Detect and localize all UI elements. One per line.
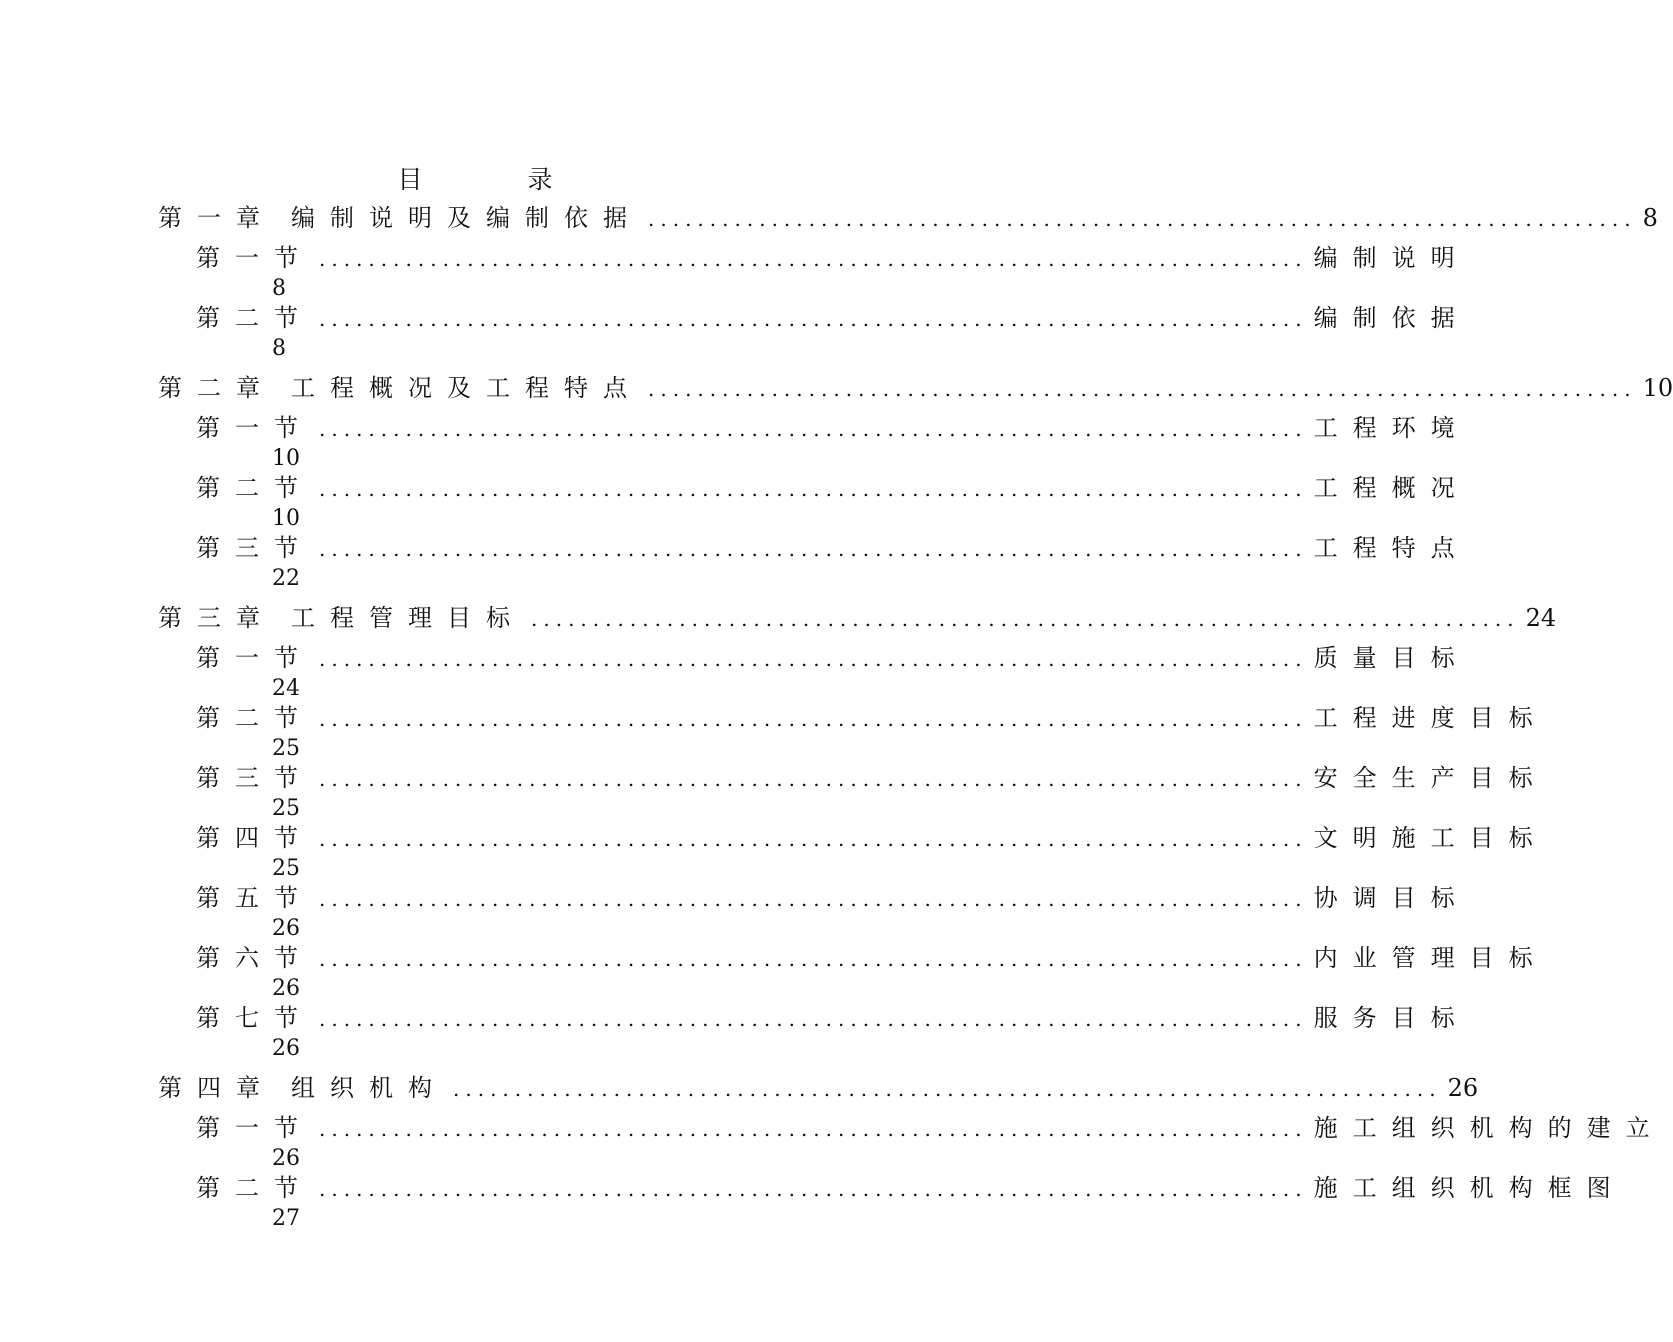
entry-number: 第二章 <box>158 374 275 402</box>
entry-page-number: 25 <box>272 796 300 821</box>
dot-leader: ................................................................................ <box>319 417 1308 441</box>
toc-section-entry[interactable] <box>196 703 1548 733</box>
toc-chapter-entry[interactable] <box>158 203 1658 233</box>
toc-chapter-entry[interactable] <box>158 373 1673 403</box>
entry-page-number: 24 <box>272 676 300 701</box>
entry-page-number: 26 <box>1447 1074 1479 1102</box>
entry-number: 第五节 <box>196 884 313 912</box>
entry-title: 施工组织机构框图 <box>1313 1174 1626 1202</box>
entry-number: 第四章 <box>158 1074 275 1102</box>
entry-page-number: 26 <box>272 916 300 941</box>
entry-number: 第三节 <box>196 534 313 562</box>
toc-section-entry[interactable] <box>196 943 1548 973</box>
dot-leader: ................................................................................ <box>319 887 1308 911</box>
dot-leader: ................................................................................ <box>648 207 1637 231</box>
entry-title: 施工组织机构的建立 <box>1313 1114 1665 1142</box>
dot-leader: ................................................................................ <box>319 647 1308 671</box>
entry-page-number: 25 <box>272 856 300 881</box>
entry-page-number: 10 <box>272 506 300 531</box>
entry-number: 第三节 <box>196 764 313 792</box>
entry-page-number: 22 <box>272 566 300 591</box>
dot-leader: ................................................................................ <box>319 307 1308 331</box>
dot-leader: ................................................................................ <box>319 707 1308 731</box>
entry-title: 文明施工目标 <box>1313 824 1548 852</box>
dot-leader: ................................................................................ <box>319 1007 1308 1031</box>
entry-title: 工程概况及工程特点 <box>291 374 642 402</box>
dot-leader: ................................................................................ <box>319 947 1308 971</box>
entry-number: 第一节 <box>196 244 313 272</box>
toc-chapter-entry[interactable] <box>158 603 1557 633</box>
entry-number: 第四节 <box>196 824 313 852</box>
toc-section-entry[interactable] <box>196 533 1470 563</box>
toc-section-entry[interactable] <box>196 243 1470 273</box>
entry-title: 工程进度目标 <box>1313 704 1548 732</box>
dot-leader: ................................................................................ <box>319 767 1308 791</box>
dot-leader: ................................................................................ <box>319 477 1308 501</box>
entry-page-number: 26 <box>272 1146 300 1171</box>
entry-number: 第一节 <box>196 414 313 442</box>
entry-page-number: 8 <box>1642 204 1658 232</box>
entry-page-number: 26 <box>272 1036 300 1061</box>
dot-leader: ................................................................................ <box>531 607 1520 631</box>
entry-number: 第一节 <box>196 1114 313 1142</box>
toc-section-entry[interactable] <box>196 643 1470 673</box>
entry-title: 编制说明及编制依据 <box>291 204 642 232</box>
entry-page-number: 24 <box>1525 604 1557 632</box>
toc-section-entry[interactable] <box>196 1003 1470 1033</box>
dot-leader: ................................................................................ <box>319 537 1308 561</box>
entry-number: 第七节 <box>196 1004 313 1032</box>
entry-number: 第一章 <box>158 204 275 232</box>
entry-number: 第二节 <box>196 304 313 332</box>
entry-page-number: 8 <box>272 336 286 361</box>
dot-leader: ................................................................................ <box>319 1177 1308 1201</box>
entry-number: 第三章 <box>158 604 275 632</box>
entry-title: 质量目标 <box>1313 644 1470 672</box>
entry-number: 第一节 <box>196 644 313 672</box>
toc-section-entry[interactable] <box>196 823 1548 853</box>
entry-number: 第六节 <box>196 944 313 972</box>
entry-title: 工程环境 <box>1313 414 1470 442</box>
entry-title: 内业管理目标 <box>1313 944 1548 972</box>
entry-title: 工程特点 <box>1313 534 1470 562</box>
entry-page-number: 10 <box>272 446 300 471</box>
toc-section-entry[interactable] <box>196 303 1470 333</box>
entry-page-number: 26 <box>272 976 300 1001</box>
entry-title: 协调目标 <box>1313 884 1470 912</box>
dot-leader: ................................................................................ <box>319 1117 1308 1141</box>
entry-page-number: 25 <box>272 736 300 761</box>
toc-section-entry[interactable] <box>196 1173 1626 1203</box>
toc-chapter-entry[interactable] <box>158 1073 1479 1103</box>
toc-title: 目 录 <box>397 165 593 194</box>
entry-page-number: 8 <box>272 276 286 301</box>
toc-section-entry[interactable] <box>196 413 1470 443</box>
toc-section-entry[interactable] <box>196 473 1470 503</box>
entry-title: 安全生产目标 <box>1313 764 1548 792</box>
entry-number: 第二节 <box>196 474 313 502</box>
entry-number: 第二节 <box>196 1174 313 1202</box>
dot-leader: ................................................................................ <box>453 1077 1442 1101</box>
entry-title: 编制依据 <box>1313 304 1470 332</box>
entry-title: 编制说明 <box>1313 244 1470 272</box>
toc-section-entry[interactable] <box>196 763 1548 793</box>
dot-leader: ................................................................................ <box>319 247 1308 271</box>
entry-title: 服务目标 <box>1313 1004 1470 1032</box>
entry-title: 工程概况 <box>1313 474 1470 502</box>
toc-section-entry[interactable] <box>196 883 1470 913</box>
entry-number: 第二节 <box>196 704 313 732</box>
toc-section-entry[interactable] <box>196 1113 1665 1143</box>
dot-leader: ................................................................................ <box>319 827 1308 851</box>
entry-page-number: 10 <box>1642 374 1673 402</box>
entry-title: 组织机构 <box>291 1074 447 1102</box>
dot-leader: ................................................................................ <box>648 377 1637 401</box>
entry-page-number: 27 <box>272 1206 300 1231</box>
entry-title: 工程管理目标 <box>291 604 525 632</box>
